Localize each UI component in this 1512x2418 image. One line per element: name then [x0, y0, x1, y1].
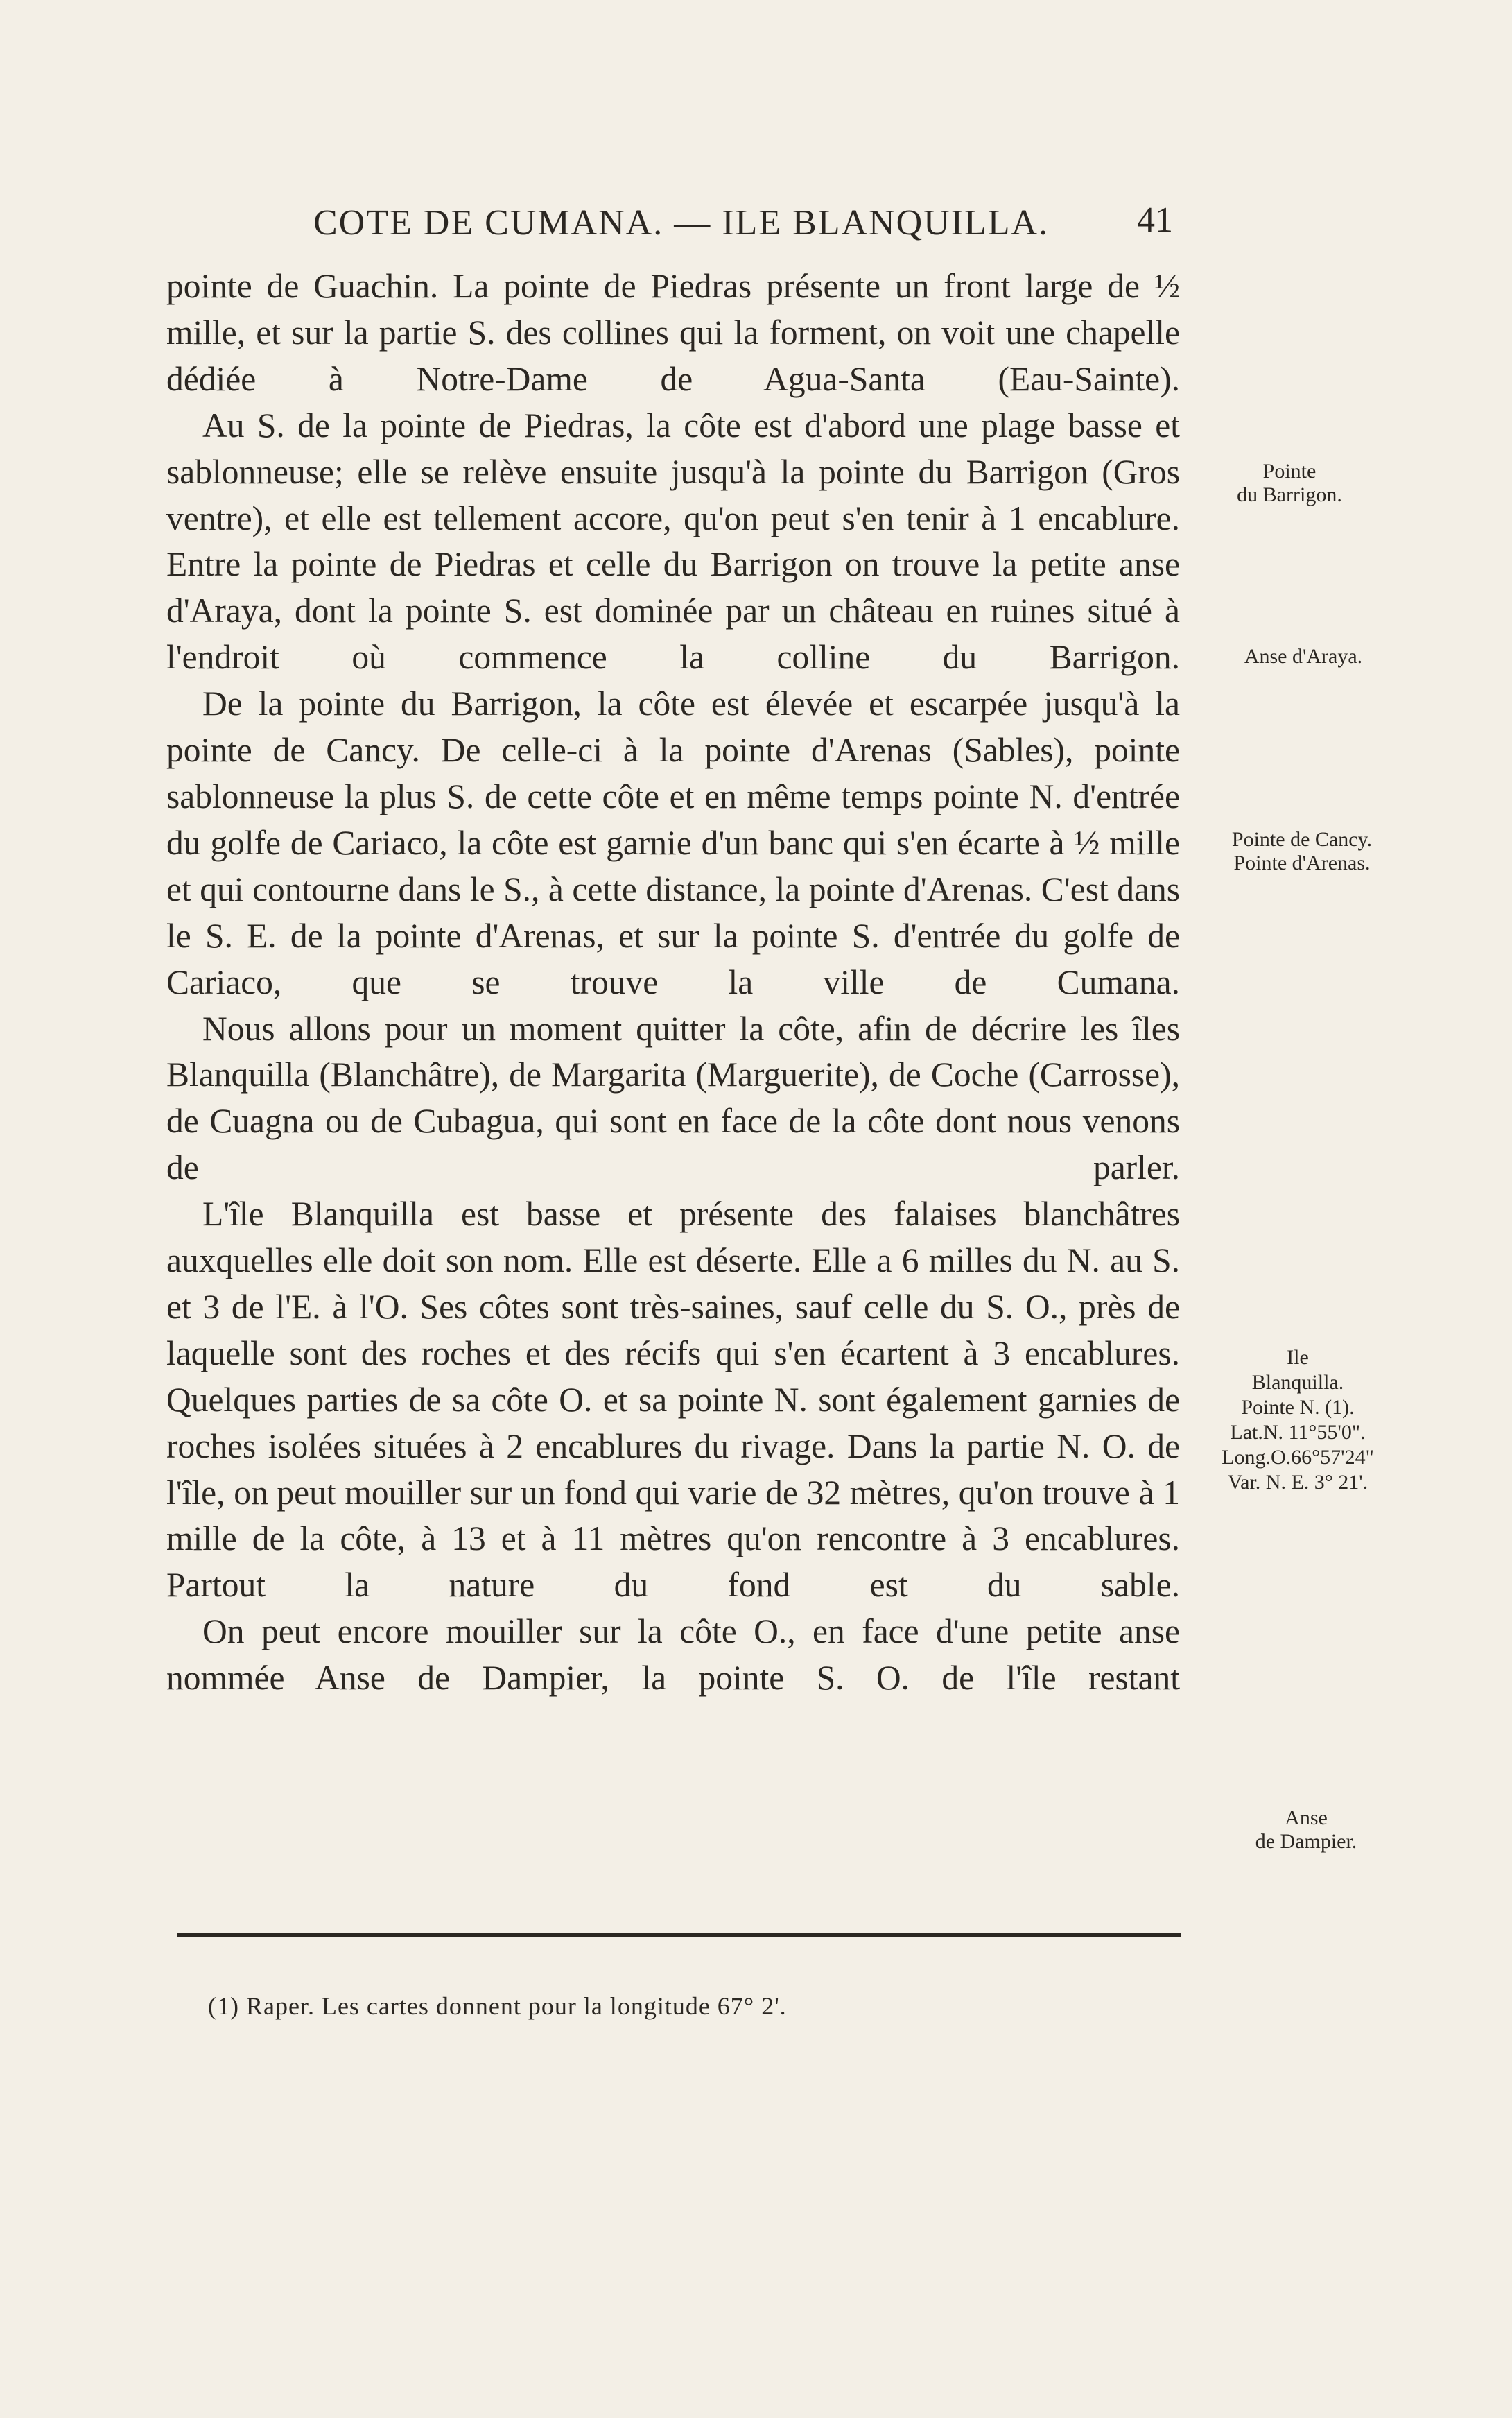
margin-note-line: Anse: [1285, 1806, 1328, 1829]
footnote: (1) Raper. Les cartes donnent pour la longitude 67° 2'.: [208, 1992, 787, 2020]
margin-note-line: Long.O.66°57'24": [1222, 1446, 1374, 1469]
footnote-divider: [177, 1933, 1181, 1937]
paragraph-3: De la pointe du Barrigon, la côte est élevée et escarpée jusqu'à la pointe de Cancy. De celle-ci à la pointe d'Arenas (Sables), pointe sablonneuse la plus S. de cette côte et en même temps pointe N. d'entrée du golfe de Cariaco, la côte est garnie d'un banc qui s'en écarte à ½ mille et qui contourne dans le S., à cette distance, la pointe d'Arenas. C'est dans le S. E. de la pointe d'Arenas, et sur la pointe S. d'entrée du golfe de Cariaco, que se trouve la ville de Cumana.: [166, 684, 1180, 1001]
paragraph-2: Au S. de la pointe de Piedras, la côte est d'abord une plage basse et sablonneuse; elle se relève ensuite jusqu'à la pointe du Barrigon (Gros ventre), et elle est tellement accore, qu'on peut s'en tenir à 1 encablure. Entre la pointe de Piedras et celle du Barrigon on trouve la petite anse d'Araya, dont la pointe S. est dominée par un château en ruines situé à l'endroit où commence la colline du Barrigon.: [166, 406, 1180, 677]
margin-note-line: Pointe de Cancy.: [1231, 828, 1373, 851]
margin-note-line: Anse d'Araya.: [1244, 645, 1363, 668]
margin-note-line: Blanquilla.: [1251, 1371, 1344, 1394]
margin-note-anse-de-dampier: [1223, 1806, 1389, 1854]
body-text: [166, 264, 1180, 1702]
margin-note-pointe-du-barrigon: [1206, 460, 1373, 507]
margin-note-pointe-de-cancy: [1194, 828, 1410, 875]
paragraph-1: pointe de Guachin. La pointe de Piedras présente un front large de ½ mille, et sur la partie S. des collines qui la forment, on voit une chapelle dédiée à Notre-Dame de Agua-Santa (Eau-Sainte).: [166, 267, 1180, 398]
paragraph-6: On peut encore mouiller sur la côte O., en face d'une petite anse nommée Anse de Dampier, la pointe S. O. de l'île restant: [166, 1612, 1180, 1698]
margin-note-line: Ile: [1287, 1346, 1309, 1369]
paragraph-5: L'île Blanquilla est basse et présente des falaises blanchâtres auxquelles elle doit son nom. Elle est déserte. Elle a 6 milles du N. au S. et 3 de l'E. à l'O. Ses côtes sont très-saines, sauf celle du S. O., près de laquelle sont des roches et des récifs qui s'en écartent à 3 encablures. Quelques parties de sa côte O. et sa pointe N. sont également garnies de roches isolées situées à 2 encablures du rivage. Dans la partie N. O. de l'île, on peut mouiller sur un fond qui varie de 32 mètres, qu'on trouve à 1 mille de la côte, à 13 et à 11 mètres qu'on rencontre à 3 encablures. Partout la nature du fond est du sable.: [166, 1195, 1180, 1605]
page-number: 41: [1137, 200, 1173, 240]
margin-note-line: Pointe: [1262, 460, 1317, 483]
paragraph-4: Nous allons pour un moment quitter la côte, afin de décrire les îles Blanquilla (Blanchâtre), de Margarita (Marguerite), de Coche (Carrosse), de Cuagna ou de Cubagua, qui sont en face de la côte dont nous venons de parler.: [166, 1009, 1180, 1187]
margin-note-ile-blanquilla: [1194, 1345, 1402, 1495]
margin-note-line: Var. N. E. 3° 21'.: [1227, 1471, 1368, 1494]
running-title: COTE DE CUMANA. — ILE BLANQUILLA.: [313, 203, 1050, 243]
margin-note-line: Pointe d'Arenas.: [1233, 852, 1371, 874]
margin-note-line: de Dampier.: [1255, 1830, 1357, 1853]
margin-note-line: Lat.N. 11°55'0".: [1230, 1421, 1366, 1444]
margin-note-line: Pointe N. (1).: [1241, 1396, 1355, 1419]
margin-note-anse-d-araya: [1206, 645, 1400, 668]
margin-note-line: du Barrigon.: [1237, 483, 1342, 506]
